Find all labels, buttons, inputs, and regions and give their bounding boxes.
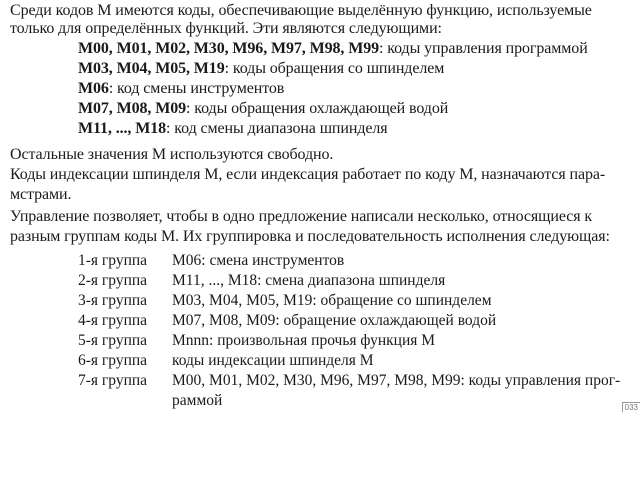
intro-line-2: только для определённых функций. Эти являются следующими: xyxy=(10,20,442,37)
special-code-line xyxy=(78,100,448,118)
special-code-line xyxy=(78,40,588,58)
page-number: 033 xyxy=(622,402,640,412)
intro-line-1: Среди кодов М имеются коды, обеспечивающие выделённую функцию, используемые xyxy=(10,2,592,19)
group-text: M07, M08, M09: обращение охлаждающей водой xyxy=(172,312,497,329)
special-code-line xyxy=(78,80,284,98)
special-code-desc: : коды обращения охлаждающей водой xyxy=(186,100,449,117)
group-text: M06: смена инструментов xyxy=(172,252,345,269)
special-code-codes: M00, M01, M02, M30, M96, M97, M98, M99 xyxy=(78,40,380,57)
group-text: M11, ..., M18: смена диапазона шпинделя xyxy=(172,272,446,289)
group-text-continuation: раммой xyxy=(172,392,223,409)
group-label: 5-я группа xyxy=(78,332,148,349)
paragraph-free: Остальные значения М используются свободно. xyxy=(10,146,334,163)
special-code-codes: M03, M04, M05, M19 xyxy=(78,60,225,77)
paragraph-index-line-2: мстрами. xyxy=(10,186,72,203)
group-text: M03, M04, M05, M19: обращение со шпинделем xyxy=(172,292,492,309)
special-code-desc: : код смены диапазона шпинделя xyxy=(166,120,388,137)
paragraph-control-line-1: Управление позволяет, чтобы в одно предложение написали несколько, относящиеся к xyxy=(10,208,593,225)
group-text: коды индексации шпинделя М xyxy=(172,352,374,369)
special-code-codes: M07, M08, M09 xyxy=(78,100,187,117)
group-label: 6-я группа xyxy=(78,352,148,369)
group-text: M00, M01, M02, M30, M96, M97, M98, M99: коды управления прог- xyxy=(172,372,621,389)
special-code-line xyxy=(78,120,388,138)
paragraph-index-line-1: Коды индексации шпинделя М, если индексация работает по коду М, назначаются пара- xyxy=(10,166,606,183)
special-code-desc: : коды обращения со шпинделем xyxy=(224,60,445,77)
group-label: 3-я группа xyxy=(78,292,148,309)
group-label: 2-я группа xyxy=(78,272,148,289)
special-code-desc: : коды управления программой xyxy=(379,40,588,57)
group-label: 7-я группа xyxy=(78,372,148,389)
paragraph-control-line-2: разным группам коды М. Их группировка и последовательность исполнения следующая: xyxy=(10,228,610,245)
group-text: Mnnn: произвольная прочья функция М xyxy=(172,332,436,349)
special-code-codes: M11, ..., M18 xyxy=(78,120,167,137)
group-label: 4-я группа xyxy=(78,312,148,329)
group-label: 1-я группа xyxy=(78,252,148,269)
special-code-line xyxy=(78,60,444,78)
special-code-codes: M06 xyxy=(78,80,109,97)
special-code-desc: : код смены инструментов xyxy=(108,80,285,97)
